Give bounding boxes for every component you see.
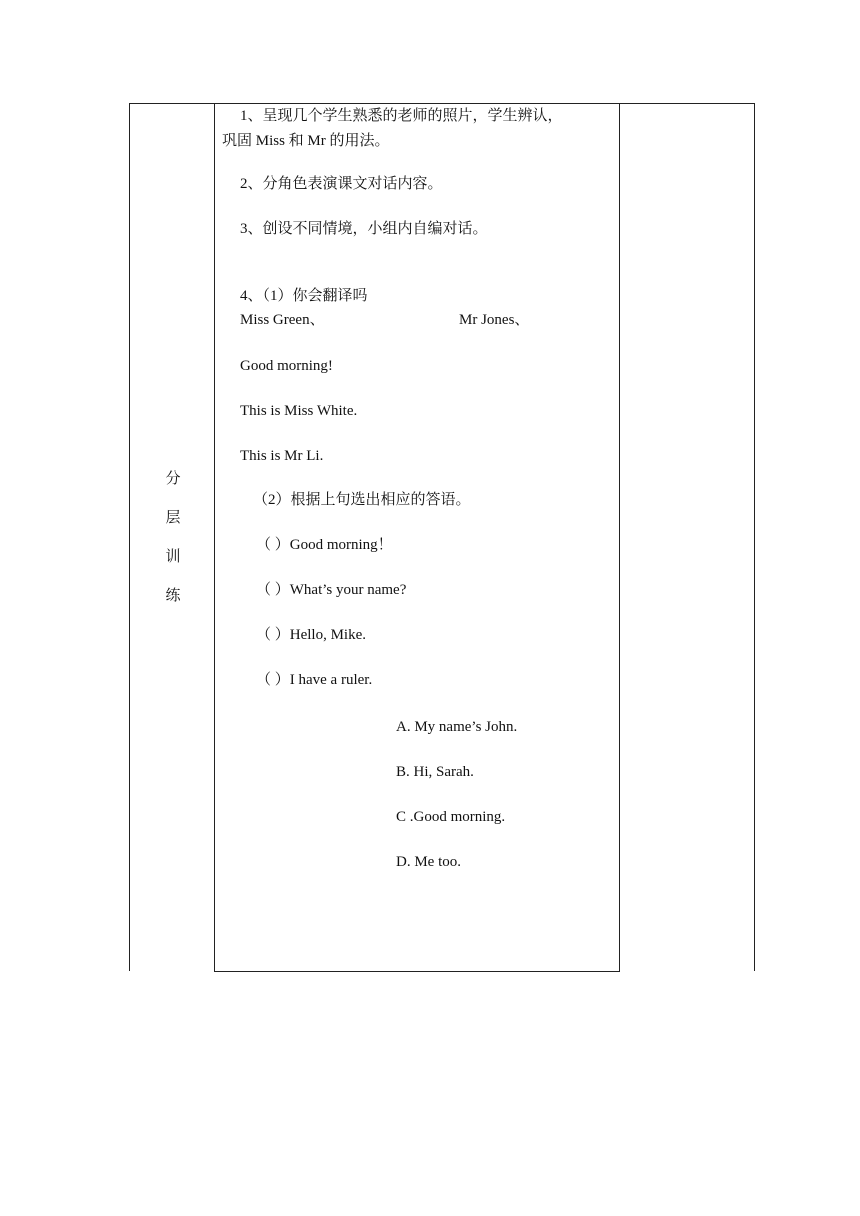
sub-question-2-title: （2）根据上句选出相应的答语。 [253,492,471,508]
translate-item-d: This is Miss White. [240,403,358,419]
question-2: （ ）What’s your name? [256,582,407,598]
content-cell-bottom-border [214,971,620,972]
item4-title: 4、（1）你会翻译吗 [240,288,368,304]
option-c: C .Good morning. [396,809,506,825]
item2: 2、分角色表演课文对话内容。 [240,176,443,192]
option-a: A. My name’s John. [396,719,518,735]
table-left-border [129,103,130,971]
question-3: （ ）Hello, Mike. [256,627,366,643]
section-label-char-3: 训 [165,547,181,565]
translate-item-b: Mr Jones、 [459,312,530,328]
column-divider-right [619,103,620,971]
question-1: （ ）Good morning！ [256,537,393,553]
question-4: （ ）I have a ruler. [256,672,373,688]
translate-item-e: This is Mr Li. [240,448,324,464]
item3: 3、创设不同情境，小组内自编对话。 [240,221,488,237]
item1-line1: 1、呈现几个学生熟悉的老师的照片，学生辨认， [240,108,563,124]
section-label-char-2: 层 [165,508,181,526]
column-divider-left [214,103,215,971]
option-d: D. Me too. [396,854,461,870]
table-right-border [754,103,755,971]
translate-item-c: Good morning! [240,358,333,374]
section-label-char-4: 练 [165,586,181,604]
item1-line2: 巩固 Miss 和 Mr 的用法。 [222,133,390,149]
translate-item-a: Miss Green、 [240,312,325,328]
section-label-char-1: 分 [165,469,181,487]
table-top-border [129,103,755,104]
option-b: B. Hi, Sarah. [396,764,474,780]
